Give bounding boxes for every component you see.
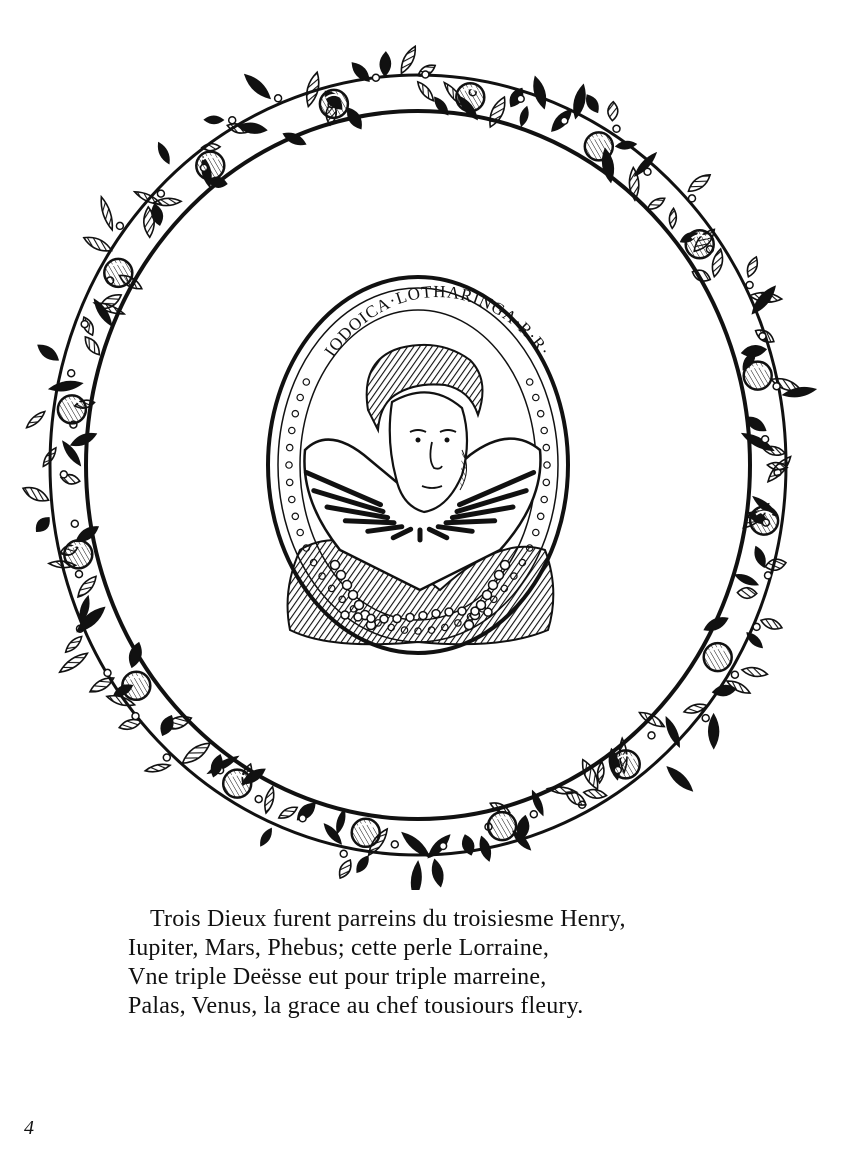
wreath-leaf bbox=[764, 557, 787, 572]
wreath-berry bbox=[81, 321, 88, 328]
wreath-berry bbox=[644, 168, 651, 175]
wreath-berry bbox=[68, 370, 75, 377]
wreath-leaf bbox=[63, 634, 84, 655]
wreath-berry bbox=[530, 811, 537, 818]
wreath-berry bbox=[76, 571, 83, 578]
wreath-leaf bbox=[354, 854, 371, 874]
wreath-berry bbox=[773, 383, 780, 390]
wreath-berry bbox=[163, 754, 170, 761]
verse-line: Iupiter, Mars, Phebus; cette perle Lorraine, bbox=[128, 935, 550, 961]
wreath-leaf bbox=[547, 785, 577, 795]
wreath-leaf bbox=[415, 80, 436, 103]
wreath-berry bbox=[759, 333, 766, 340]
wreath-berry bbox=[517, 95, 524, 102]
wreath-berry bbox=[648, 732, 655, 739]
wreath-leaf bbox=[685, 171, 713, 195]
wreath-berry bbox=[762, 436, 769, 443]
wreath-leaf bbox=[242, 71, 273, 101]
wreath-leaf bbox=[21, 483, 51, 505]
portrait-medallion bbox=[268, 277, 568, 653]
wreath-berry bbox=[104, 669, 111, 676]
wreath-leaf bbox=[35, 341, 60, 363]
wreath-leaf bbox=[607, 101, 618, 120]
wreath-leaf bbox=[154, 198, 182, 207]
wreath-leaf bbox=[410, 861, 423, 890]
wreath-berry bbox=[689, 195, 696, 202]
wreath-leaf bbox=[33, 514, 53, 534]
wreath-leaf bbox=[646, 195, 667, 212]
wreath-leaf bbox=[98, 196, 116, 231]
wreath-berry bbox=[613, 125, 620, 132]
wreath-leaf bbox=[759, 616, 783, 632]
wreath-leaf bbox=[380, 52, 391, 76]
wreath-leaf bbox=[49, 379, 83, 393]
wreath-leaf bbox=[88, 674, 116, 696]
wreath-berry bbox=[561, 117, 568, 124]
wreath-berry bbox=[255, 796, 262, 803]
wreath-berry bbox=[765, 572, 772, 579]
wreath-leaf bbox=[571, 84, 588, 119]
wreath-leaf bbox=[24, 409, 46, 430]
wreath-berry bbox=[440, 843, 447, 850]
wreath-engraving bbox=[0, 30, 845, 890]
verse-line: Vne triple Deësse eut pour triple marreine, bbox=[128, 964, 547, 990]
wreath-berry bbox=[746, 282, 753, 289]
wreath-leaf bbox=[277, 804, 299, 821]
wreath-leaf bbox=[70, 430, 98, 449]
wreath-berry bbox=[731, 671, 738, 678]
wreath-leaf bbox=[430, 859, 445, 887]
portrait-inscription: IODOICA·LOTHARINGA·R·R· bbox=[320, 282, 555, 361]
wreath-leaf bbox=[741, 666, 768, 679]
wreath-leaf bbox=[205, 116, 224, 123]
wreath-leaf bbox=[179, 739, 213, 768]
wreath-berry bbox=[391, 841, 398, 848]
wreath-berry bbox=[60, 471, 67, 478]
wreath-leaf bbox=[734, 572, 759, 588]
wreath-berry bbox=[702, 715, 709, 722]
wreath-leaf bbox=[709, 714, 719, 748]
wreath-leaf bbox=[531, 76, 549, 110]
wreath-leaf bbox=[518, 106, 530, 126]
wreath-berry bbox=[299, 815, 306, 822]
wreath-leaf bbox=[335, 809, 347, 833]
wreath-leaf bbox=[57, 650, 89, 676]
wreath-berry bbox=[340, 850, 347, 857]
wreath-leaf bbox=[669, 208, 677, 229]
wreath-leaf bbox=[744, 255, 760, 278]
wreath-leaf bbox=[258, 827, 274, 847]
wreath-berry bbox=[132, 713, 139, 720]
wreath-berry bbox=[753, 623, 760, 630]
wreath-berry bbox=[229, 117, 236, 124]
wreath-berry bbox=[71, 520, 78, 527]
wreath-berry bbox=[116, 222, 123, 229]
wreath-leaf bbox=[336, 858, 354, 881]
wreath-leaf bbox=[663, 716, 682, 748]
wreath-berry bbox=[372, 74, 379, 81]
verse-block bbox=[128, 905, 748, 1021]
wreath-leaf bbox=[583, 93, 601, 115]
wreath-leaf bbox=[583, 788, 607, 800]
wreath-leaf bbox=[397, 44, 419, 75]
verse-line: Palas, Venus, la grace au chef tousiours fleury. bbox=[128, 993, 584, 1019]
wreath-leaf bbox=[765, 454, 794, 485]
wreath-leaf bbox=[737, 587, 757, 599]
verse-line: Trois Dieux furent parreins du troisiesme Henry, bbox=[150, 906, 626, 932]
wreath-leaf bbox=[202, 143, 221, 151]
wreath-leaf bbox=[262, 786, 276, 814]
wreath-berry bbox=[422, 71, 429, 78]
wreath-berry bbox=[157, 190, 164, 197]
page-number: 4 bbox=[24, 1117, 34, 1139]
wreath-leaf bbox=[156, 141, 172, 164]
wreath-leaf bbox=[665, 764, 696, 794]
wreath-leaf bbox=[683, 702, 708, 716]
wreath-leaf bbox=[209, 754, 225, 778]
wreath-leaf bbox=[82, 334, 103, 357]
wreath-leaf bbox=[145, 762, 171, 774]
wreath-berry bbox=[275, 95, 282, 102]
